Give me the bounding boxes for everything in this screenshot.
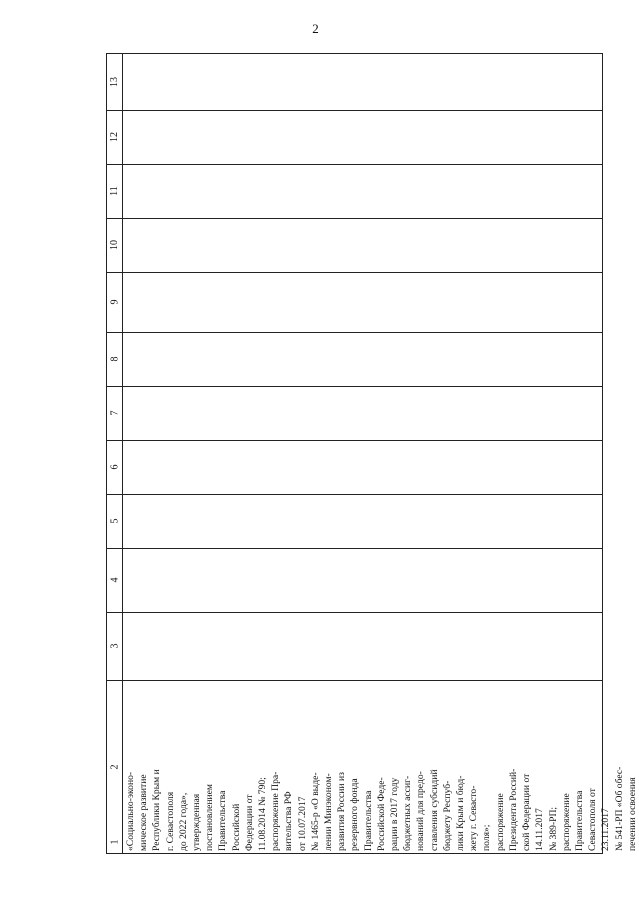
column-2-text <box>123 681 638 853</box>
row-divider <box>107 218 602 219</box>
column-number: 12 <box>109 132 120 142</box>
row-divider <box>107 440 602 441</box>
row-divider <box>107 110 602 111</box>
text-line: 14.11.2017 <box>534 808 546 851</box>
column-number: 10 <box>109 240 120 250</box>
column-number: 8 <box>109 356 120 362</box>
text-line: рации в 2017 году <box>389 777 401 851</box>
row-divider <box>107 548 602 549</box>
text-line: лики Крым и бюд- <box>455 775 467 851</box>
row-divider <box>107 272 602 273</box>
text-line: № 1465-р «О выде- <box>309 772 321 851</box>
text-line: 23.11.2017 <box>600 808 612 851</box>
column-number: 7 <box>109 410 120 416</box>
text-line: ской Федерации от <box>521 773 533 851</box>
text-line: постановлением <box>204 784 216 851</box>
row-divider <box>107 332 602 333</box>
column-number: 5 <box>109 518 120 524</box>
text-line: № 389-РП; <box>547 806 559 851</box>
text-line: поля»; <box>481 824 493 851</box>
text-line: печении освоения <box>626 777 638 851</box>
text-line: до 2022 года», <box>177 792 189 851</box>
text-line: Российской <box>230 803 242 851</box>
row-divider <box>107 494 602 495</box>
text-line: Правительства <box>573 790 585 851</box>
text-line: мическое развитие <box>138 774 150 851</box>
column-number: 3 <box>109 643 120 649</box>
text-line: жету г. Севасто- <box>468 785 480 851</box>
table: 13 12 11 10 9 8 7 6 5 4 3 2 1 «Социально-эконо- мическое развитие Республики Крым и г. Севастополя до 2022 года», утвержденная постановлением Правительства Российской Федерации от 11.08.2014 № 790; распоряжение Пра- вительства РФ от 10.07.2017 № 1465-р «О выде- лении Минэконом- развития России из резервного фонда Правительства Российской Феде- рации в 2017 году бюджетных ассиг- нований для предо- ставления субсидий бюджету Респуб- лики Крым и бюд- жету г. Севасто- поля»; распоряжение Президента Россий- ской Федерации от 14.11.2017 № 389-РП; распоряжение Правительства Севастополя от 23.11.2017 № 541-РП «Об обес- печении освоения <box>106 53 603 854</box>
text-line: утвержденная <box>191 793 203 851</box>
text-line: Президента Россий- <box>507 768 519 851</box>
text-line: бюджетных ассиг- <box>402 775 414 851</box>
text-line: Республики Крым и <box>151 769 163 851</box>
text-line: резервного фонда <box>349 778 361 851</box>
text-line: распоряжение Пра- <box>270 771 282 851</box>
text-line: Федерации от <box>243 794 255 851</box>
text-line: вительства РФ <box>283 791 295 851</box>
text-line: Правительства <box>362 790 374 851</box>
text-line: Севастополя от <box>587 788 599 851</box>
text-line: № 541-РП «Об обес- <box>613 766 625 851</box>
text-line: от 10.07.2017 <box>296 796 308 851</box>
row-divider <box>107 853 602 854</box>
column-number: 6 <box>109 464 120 470</box>
text-line: Российской Феде- <box>375 777 387 851</box>
page-number: 2 <box>312 21 319 36</box>
text-line: бюджету Респуб- <box>441 780 453 851</box>
text-line: нований для предо- <box>415 771 427 851</box>
column-2-cell <box>123 681 638 853</box>
text-line: распоряжение <box>560 793 572 851</box>
column-number: 2 <box>109 764 120 769</box>
text-line: 11.08.2014 № 790; <box>257 777 269 851</box>
row-divider <box>107 164 602 165</box>
text-line: Правительства <box>217 790 229 851</box>
column-number: 13 <box>109 77 120 87</box>
row-divider <box>107 386 602 387</box>
text-line: г. Севастополя <box>164 791 176 851</box>
row-divider <box>107 612 602 613</box>
text-line: лении Минэконом- <box>323 773 335 851</box>
text-line: «Социально-эконо- <box>125 771 136 851</box>
column-number: 4 <box>109 577 120 583</box>
text-line: развития России из <box>336 772 348 851</box>
column-number: 9 <box>109 299 120 305</box>
text-line: ставления субсидий <box>428 769 440 851</box>
text-line: распоряжение <box>494 793 506 851</box>
column-number: 11 <box>108 186 120 196</box>
